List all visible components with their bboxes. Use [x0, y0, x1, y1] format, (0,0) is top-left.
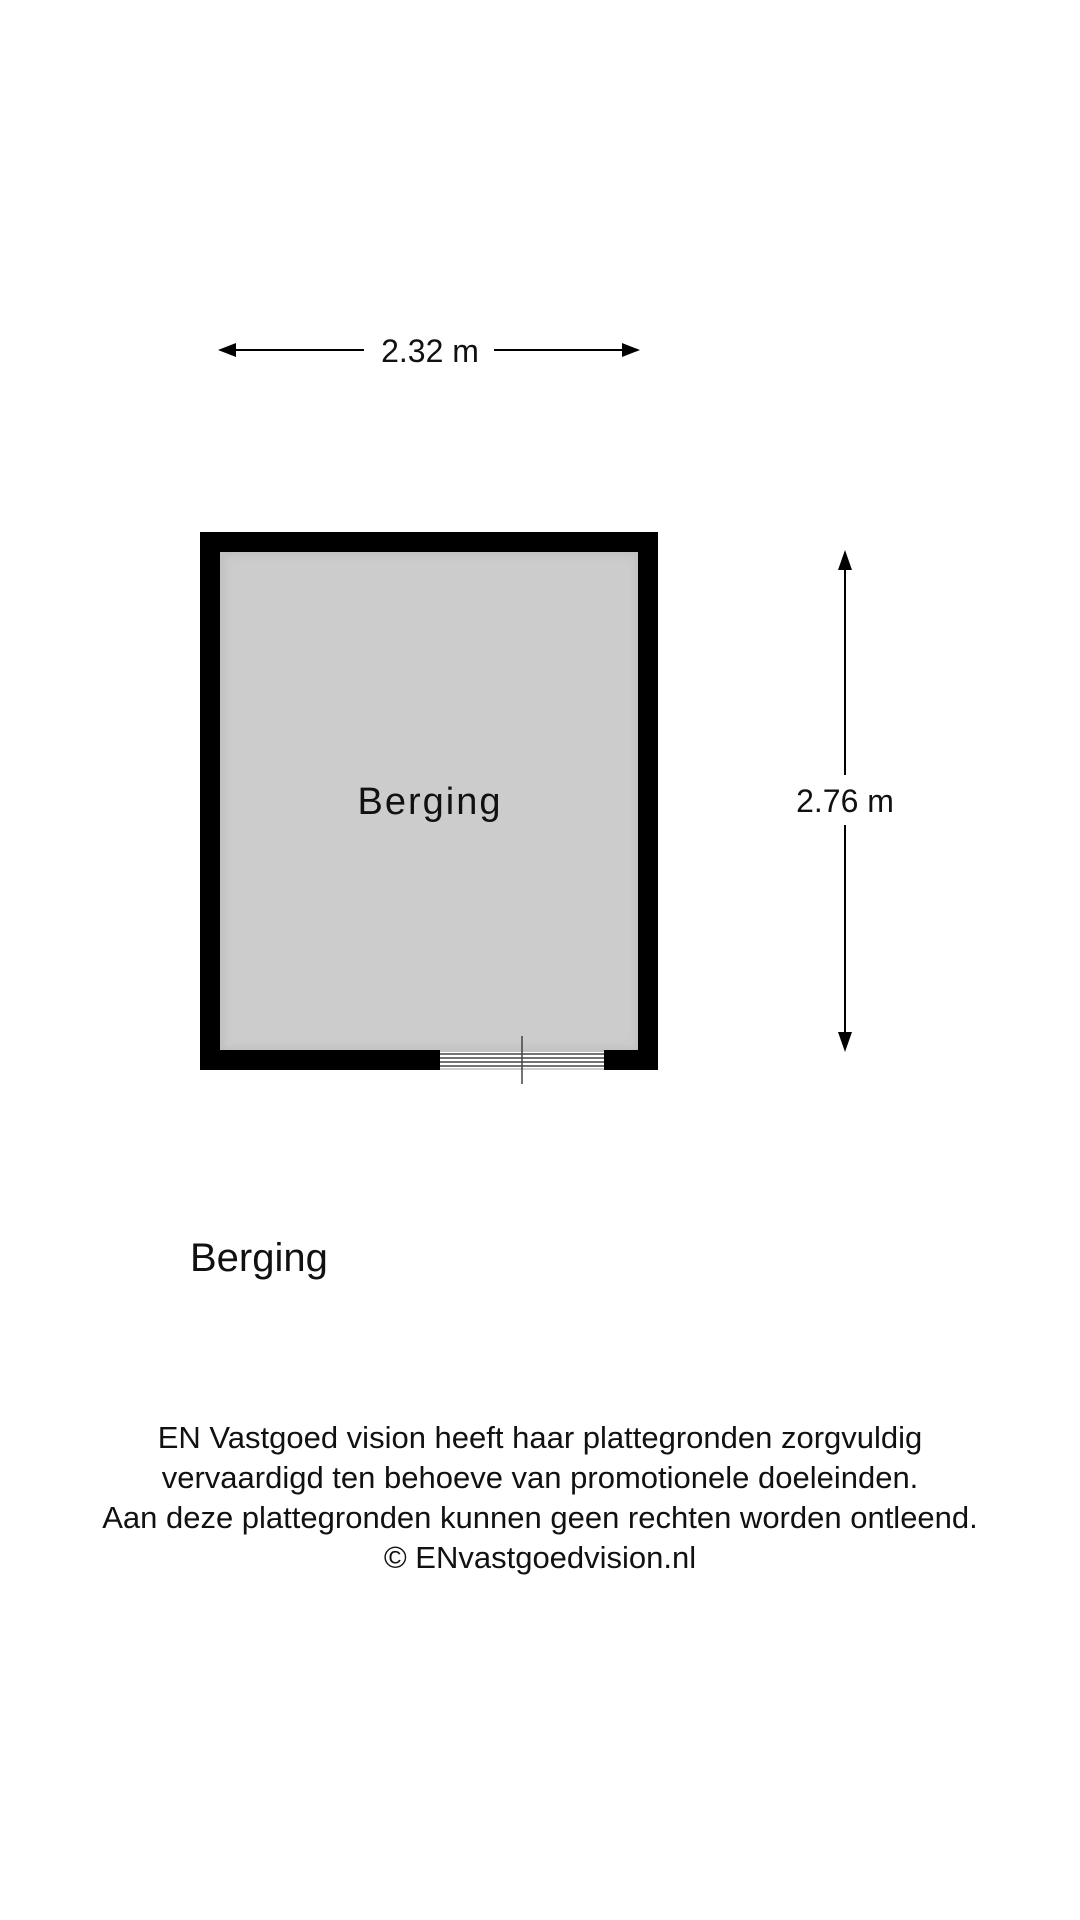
- width-arrow-right-icon: [622, 343, 640, 357]
- depth-arrow-up-icon: [838, 550, 852, 570]
- depth-dimension: [796, 550, 894, 1052]
- width-dimension: [218, 333, 640, 369]
- width-dimension-label: 2.32 m: [381, 333, 479, 369]
- disclaimer-line: EN Vastgoed vision heeft haar plattegronden zorgvuldig: [157, 1420, 923, 1455]
- disclaimer: [0, 1418, 1080, 1578]
- disclaimer-line: Aan deze plattegronden kunnen geen rechten worden ontleend.: [102, 1500, 978, 1535]
- wall-right: [638, 532, 658, 1070]
- depth-dimension-label: 2.76 m: [796, 783, 894, 819]
- room-label: Berging: [357, 781, 503, 823]
- width-arrow-left-icon: [218, 343, 236, 357]
- wall-top: [200, 532, 658, 552]
- depth-arrow-down-icon: [838, 1032, 852, 1052]
- wall-bottom-right: [604, 1050, 658, 1070]
- wall-bottom-left: [200, 1050, 440, 1070]
- wall-left: [200, 532, 220, 1070]
- copyright-line: © ENvastgoedvision.nl: [383, 1540, 697, 1575]
- room-berging: [200, 532, 658, 1084]
- floor-name: Berging: [190, 1236, 328, 1280]
- disclaimer-line: vervaardigd ten behoeve van promotionele doeleinden.: [161, 1460, 919, 1495]
